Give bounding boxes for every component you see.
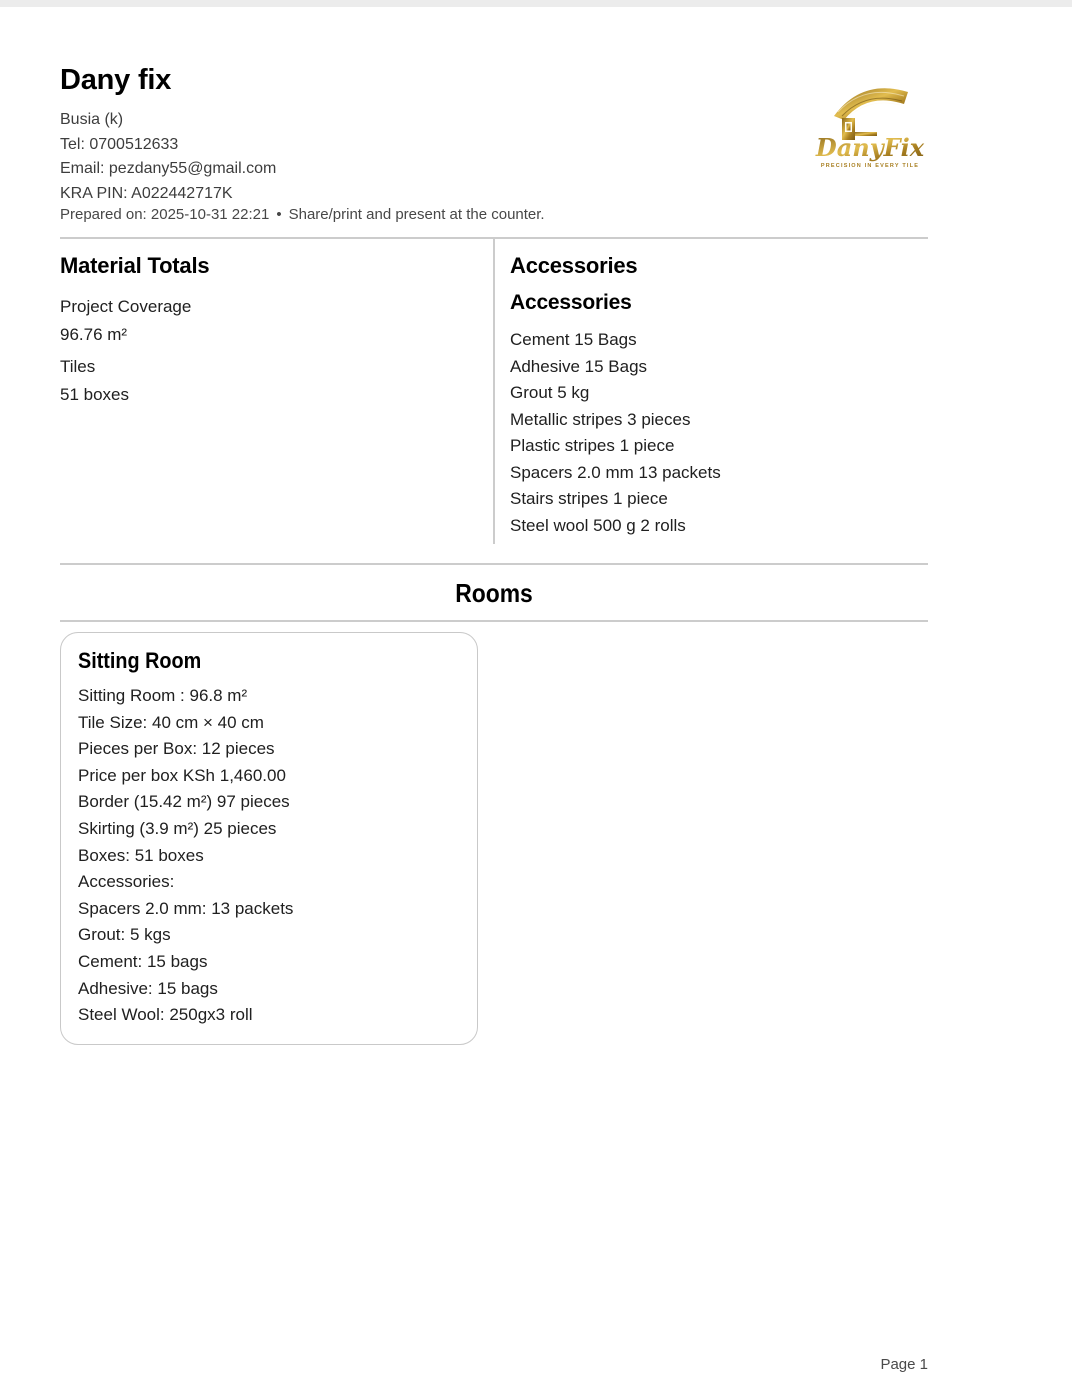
danyfix-logo-graphic xyxy=(812,74,928,170)
room-detail-line: Adhesive: 15 bags xyxy=(78,978,218,998)
room-detail-line: Accessories: xyxy=(78,872,175,892)
accessory-item: Metallic stripes 3 pieces xyxy=(510,409,691,429)
accessories-list xyxy=(510,327,928,539)
accessories-title: Accessories xyxy=(510,253,638,278)
room-detail-line: Spacers 2.0 mm: 13 packets xyxy=(78,898,294,918)
material-row xyxy=(60,353,470,409)
accessory-item: Plastic stripes 1 piece xyxy=(510,436,675,455)
logo-wordmark: DanyFix xyxy=(815,133,925,162)
room-detail-line: Border (15.42 m²) 97 pieces xyxy=(78,792,290,812)
room-detail-line: Cement: 15 bags xyxy=(78,951,208,971)
material-row xyxy=(60,293,470,349)
room-detail-line: Tile Size: 40 cm × 40 cm xyxy=(78,712,264,732)
prepared-note: Share/print and present at the counter. xyxy=(288,206,545,223)
business-location: Busia (k) xyxy=(60,111,124,128)
accessory-item: Spacers 2.0 mm 13 packets xyxy=(510,462,721,482)
material-row-label: Project Coverage xyxy=(60,297,192,316)
logo-tagline: PRECISION IN EVERY TILE xyxy=(820,163,920,169)
material-row-value: 51 boxes xyxy=(60,385,129,404)
prepared-on-timestamp: Prepared on: 2025-10-31 22:21 xyxy=(60,206,270,223)
business-contact-block xyxy=(60,108,276,206)
room-detail-line: Steel Wool: 250gx3 roll xyxy=(78,1005,253,1025)
room-detail-line: Grout: 5 kgs xyxy=(78,925,171,945)
room-detail-line: Price per box KSh 1,460.00 xyxy=(78,765,286,785)
room-detail-line: Sitting Room : 96.8 m² xyxy=(78,686,248,705)
room-detail-line: Skirting (3.9 m²) 25 pieces xyxy=(78,818,277,838)
business-tel: Tel: 0700512633 xyxy=(60,135,179,153)
room-detail-line: Boxes: 51 boxes xyxy=(78,845,204,865)
room-card-details xyxy=(78,683,461,1029)
accessories-subtitle: Accessories xyxy=(510,291,632,314)
accessory-item: Stairs stripes 1 piece xyxy=(510,489,668,508)
danyfix-logo xyxy=(812,74,928,170)
column-divider xyxy=(493,238,495,544)
material-totals-section xyxy=(60,253,470,413)
business-name: Dany fix xyxy=(60,64,172,96)
bullet-separator: • xyxy=(276,206,282,223)
rooms-section-title: Rooms xyxy=(455,578,533,608)
material-row-value: 96.76 m² xyxy=(60,325,128,344)
accessory-item: Adhesive 15 Bags xyxy=(510,356,648,376)
room-card-sitting-room xyxy=(60,632,478,1045)
page-number: Page 1 xyxy=(880,1356,928,1373)
business-email: Email: pezdany55@gmail.com xyxy=(60,160,277,177)
rooms-bottom-divider xyxy=(60,620,928,622)
page-top-strip xyxy=(0,0,1072,7)
business-kra-pin: KRA PIN: A022442717K xyxy=(60,184,233,202)
material-totals-title: Material Totals xyxy=(60,253,210,278)
material-row-label: Tiles xyxy=(60,357,96,376)
accessory-item: Cement 15 Bags xyxy=(510,330,637,349)
prepared-on-line xyxy=(60,206,545,223)
accessory-item: Steel wool 500 g 2 rolls xyxy=(510,515,686,535)
accessories-section xyxy=(510,253,928,539)
rooms-top-divider xyxy=(60,563,928,565)
room-card-title: Sitting Room xyxy=(78,648,202,673)
accessory-item: Grout 5 kg xyxy=(510,383,590,402)
room-detail-line: Pieces per Box: 12 pieces xyxy=(78,739,275,759)
